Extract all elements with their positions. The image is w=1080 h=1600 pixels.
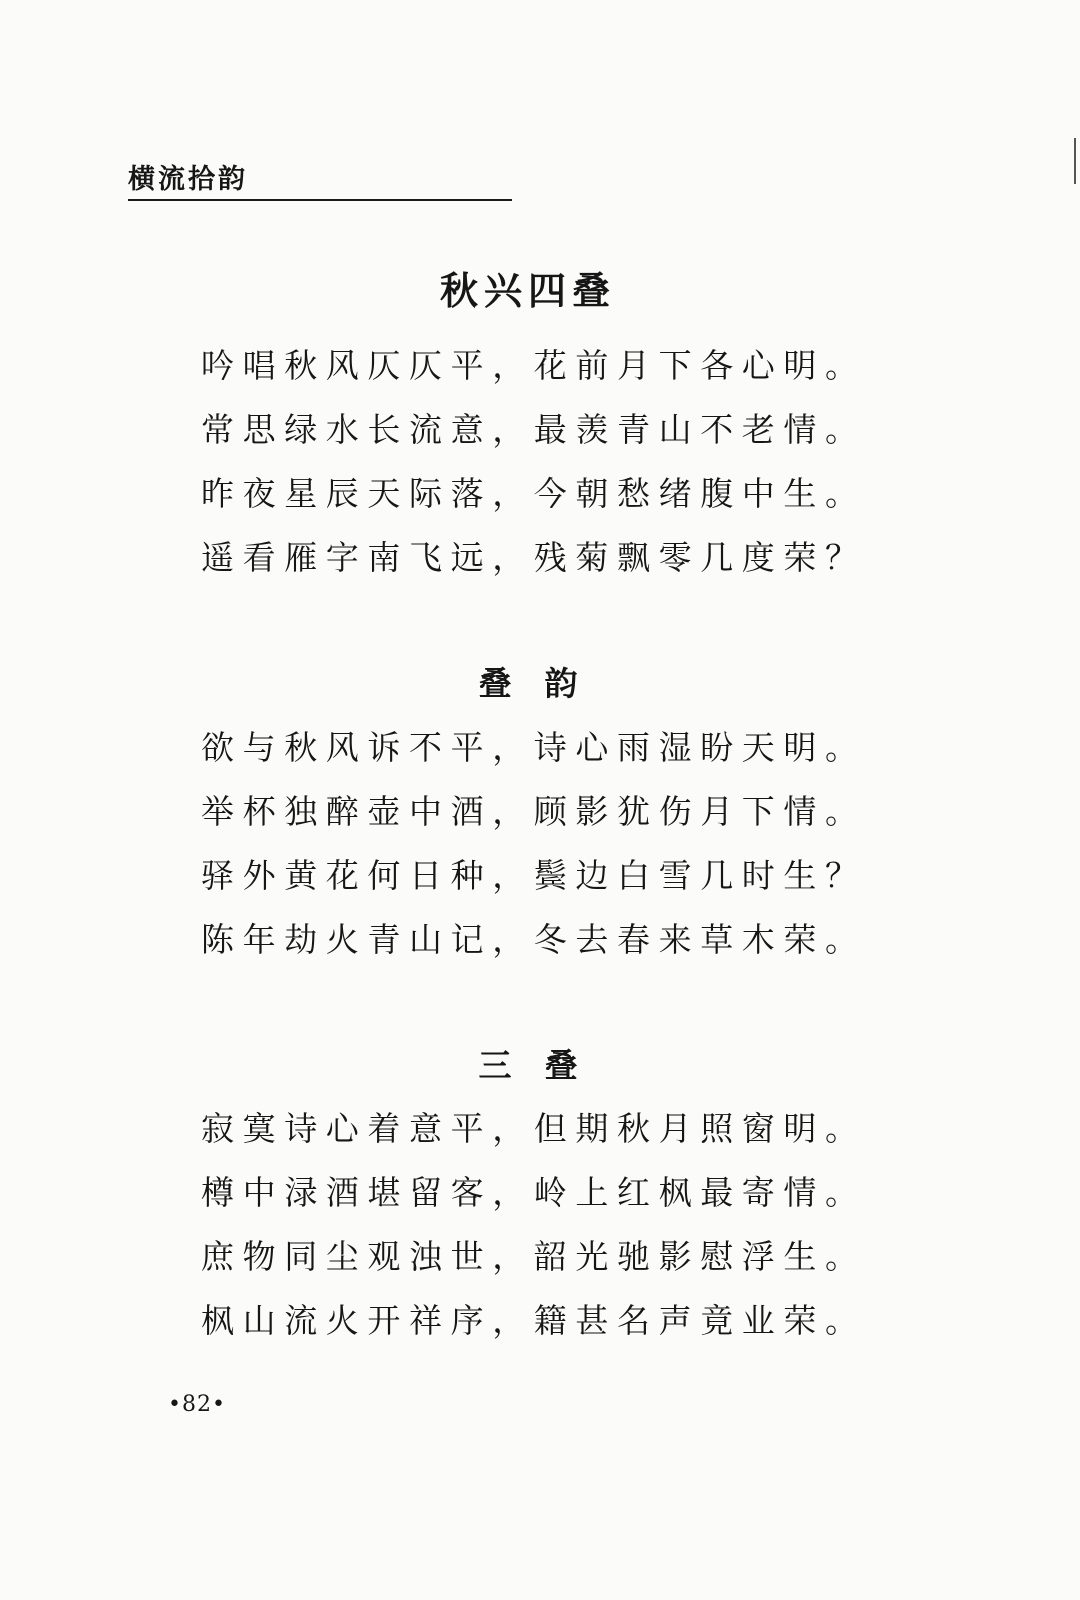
page-edge-mark: [1074, 138, 1076, 184]
verse-line: 举杯独醉壶中酒，顾影犹伤月下情。: [201, 792, 867, 831]
section-title: 三 叠: [478, 1046, 578, 1085]
verse-line: 驿外黄花何日种，鬓边白雪几时生？: [201, 856, 867, 895]
poem-title: 秋兴四叠: [439, 269, 616, 313]
header-rule: [128, 199, 512, 201]
verse-line: 欲与秋风诉不平，诗心雨湿盼天明。: [201, 728, 867, 767]
verse-line: 枫山流火开祥序，籍甚名声竟业荣。: [201, 1301, 867, 1340]
page-number: •82•: [168, 1392, 226, 1417]
verse-line: 遥看雁字南飞远，残菊飘零几度荣？: [201, 538, 867, 577]
running-header: [128, 161, 512, 201]
poem-body: [201, 716, 867, 972]
section-title: 叠 韵: [478, 664, 578, 703]
verse-line: 樽中渌酒堪留客，岭上红枫最寄情。: [201, 1173, 867, 1212]
verse-line: 庶物同尘观浊世，韶光驰影慰浮生。: [201, 1237, 867, 1276]
verse-line: 陈年劫火青山记，冬去春来草木荣。: [201, 920, 867, 959]
verse-line: 寂寞诗心着意平，但期秋月照窗明。: [201, 1109, 867, 1148]
running-title: 横流拾韵: [128, 164, 248, 195]
verse-line: 吟唱秋风仄仄平，花前月下各心明。: [201, 346, 867, 385]
verse-line: 常思绿水长流意，最羡青山不老情。: [201, 410, 867, 449]
poem-body: [201, 334, 867, 590]
verse-line: 昨夜星辰天际落，今朝愁绪腹中生。: [201, 474, 867, 513]
poem-body: [201, 1097, 867, 1353]
